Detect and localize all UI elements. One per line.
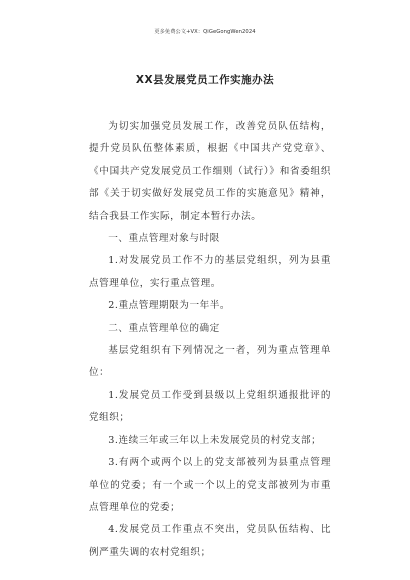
section-2-lead: 基层党组织有下列情况之一者，列为重点管理单位： bbox=[89, 345, 331, 379]
section-1-item-1: 1.对发展党员工作不力的基层党组织，列为县重点管理单位，实行重点管理。 bbox=[89, 255, 331, 289]
document-title: XX县发展党员工作实施办法 bbox=[135, 74, 275, 86]
document-body bbox=[89, 116, 331, 564]
section-heading-1: 一、重点管理对象与时限 bbox=[108, 233, 220, 245]
section-heading-2: 二、重点管理单位的确定 bbox=[108, 322, 220, 334]
section-2-item-4: 4.发展党员工作重点不突出，党员队伍结构、比例严重失调的农村党组织； bbox=[89, 524, 331, 558]
intro-paragraph: 为切实加强党员发展工作，改善党员队伍结构，提升党员队伍整体素质，根据《中国共产党党章》、《中国共产党发展党员工作细则（试行）》和省委组织部《关于切实做好发展党员工作的实施意见》精神，结合我县工作实际，制定本暂行办法。 bbox=[89, 121, 331, 222]
section-2-item-1: 1.发展党员工作受到县级以上党组织通报批评的党组织； bbox=[89, 389, 331, 424]
section-2-item-3a: 3.连续三年或三年以上未发展党员的村党支部； bbox=[108, 434, 322, 446]
header-note: 更多免费公文+VX：QiGeGongWen2024 bbox=[154, 29, 256, 35]
section-1-item-2: 2.重点管理期限为一年半。 bbox=[108, 300, 231, 312]
section-2-item-3b: 3.有两个或两个以上的党支部被列为县重点管理单位的党委；有一个或一个以上的党支部被列为市重点管理单位的党委； bbox=[89, 457, 331, 513]
